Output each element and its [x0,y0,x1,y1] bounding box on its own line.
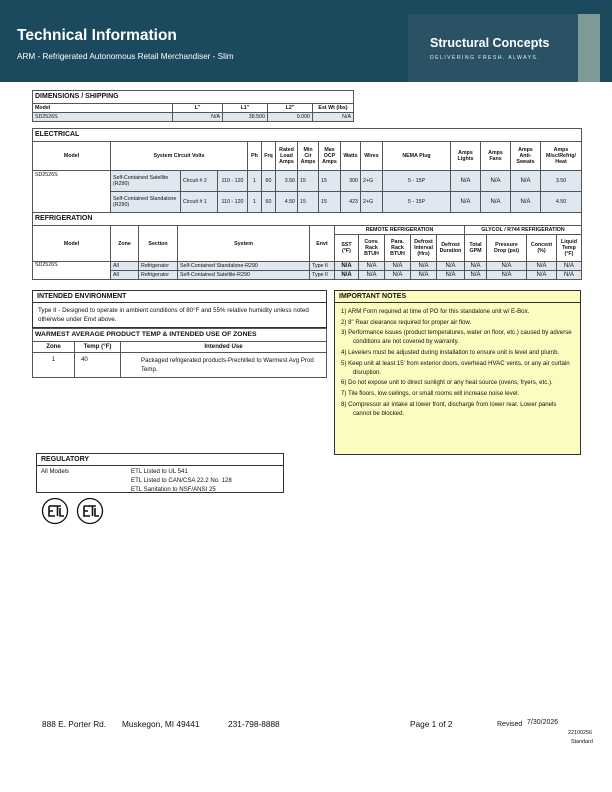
elec-header-misc: Amps Misc/Refrig/ Heat [541,142,582,171]
elec-volts: 110 - 120 [218,192,248,213]
elec-system-refrigerant: (R290) [113,202,130,209]
elec-anti: N/A [511,192,541,213]
elec-lights: N/A [451,192,481,213]
elec-header-lights: Amps Lights [451,142,481,171]
refrigeration-table [32,212,582,280]
table-row [33,171,582,192]
etl-listed-icon [40,497,70,525]
ref-defrost-duration: N/A [437,271,465,280]
environment-text: Type II - Designed to operate in ambient conditions of 80°F and 55% relative humidity unless noted otherwise under Envt above. [38,307,309,324]
ref-system: Self-Contained Standalone-R290 [178,262,310,271]
ref-header-model: Model [33,226,111,262]
ref-header-conv: Conv. Rack BTUH [359,235,385,262]
ref-system: Self-Contained Satellite-R290 [178,271,310,280]
elec-header-circuit: System Circuit Volts [111,142,248,171]
elec-system-name: Self-Contained Satellite [113,174,169,181]
ref-defrost-interval: N/A [411,271,437,280]
table-row [33,271,582,280]
ref-header-gpm: Total GPM [465,235,487,262]
important-notes-box [334,290,581,455]
dim-l2: 0.000 [268,113,313,122]
elec-mocp: 15 [319,192,341,213]
list-item: 3) Performance issues (product temperatures, water on floor, etc.) caused by adverse conditions are not covered by warranty. [341,329,572,346]
ref-section: Refrigerator [139,262,178,271]
elec-mocp: 15 [319,171,341,192]
zones-header-zone: Zone [33,341,75,352]
elec-circuit: Circuit # 1 [181,192,218,213]
ref-model: SD2526S [33,262,111,280]
ref-pressure: N/A [487,271,527,280]
footer-city: Muskegon, MI 49441 [122,719,200,729]
ref-header-defrost-duration: Defrost Duration [437,235,465,262]
elec-misc: 4.50 [541,192,582,213]
regulatory-title: REGULATORY [37,454,283,466]
elec-lights: N/A [451,171,481,192]
list-item: 2) 8" Rear clearance required for proper air flow. [341,318,472,326]
brand-accent-bar [578,14,600,82]
ref-header-zone: Zone [111,226,139,262]
elec-header-anti: Amps Anti-Sweats [511,142,541,171]
ref-para: N/A [385,262,411,271]
brand-logo [408,14,578,82]
footer-address: 888 E. Porter Rd. [42,719,107,729]
footer-doc-code: 22100256 [568,730,592,736]
ref-header-defrost-interval: Defrost Interval (Hrs) [411,235,437,262]
ref-sst: N/A [335,271,359,280]
zone-temp: 40 [75,352,121,377]
dim-header-weight: Est Wt (lbs) [313,104,354,113]
ref-header-sst: SST (°F) [335,235,359,262]
table-row [33,352,327,377]
elec-anti: N/A [511,171,541,192]
ref-concent: N/A [527,271,557,280]
electrical-title: ELECTRICAL [33,129,582,142]
footer-revised-date: 7/30/2026 [527,719,559,726]
elec-rla: 4.50 [276,192,298,213]
elec-model: SD2526S [33,171,111,213]
elec-header-fans: Amps Fans [481,142,511,171]
elec-nema: 5 - 15P [383,171,451,192]
footer-phone: 231-798-8888 [228,719,280,729]
zones-title: WARMEST AVERAGE PRODUCT TEMP & INTENDED USE OF ZONES [33,329,327,342]
elec-mca: 15 [298,171,319,192]
elec-circuit: Circuit # 2 [181,171,218,192]
ref-header-concent: Concent (%) [527,235,557,262]
regulatory-list [131,468,232,494]
electrical-table [32,128,582,213]
ref-liquid: N/A [557,262,582,271]
elec-system [111,171,181,192]
dim-header-model: Model [33,104,173,113]
elec-wires: 2+G [361,192,383,213]
ref-header-liquid: Liquid Temp (°F) [557,235,582,262]
notes-title: IMPORTANT NOTES [335,291,580,303]
intended-environment-box [32,290,327,328]
etl-sanitation-icon [75,497,105,525]
elec-misc: 3.50 [541,171,582,192]
ref-group-remote: REMOTE REFRIGERATION [335,226,465,235]
dim-header-l: L" [173,104,223,113]
table-row [33,192,582,213]
ref-envt: Type II [310,262,335,271]
page-subtitle: ARM - Refrigerated Autonomous Retail Merchandiser - Slim [17,52,234,61]
elec-header-frq: Frq [262,142,276,171]
ref-conv: N/A [359,271,385,280]
elec-header-rla: Rated Load Amps [276,142,298,171]
elec-system [111,192,181,213]
elec-frq: 60 [262,171,276,192]
elec-fans: N/A [481,192,511,213]
ref-group-glycol: GLYCOL / R744 REFRIGERATION [465,226,582,235]
ref-envt: Type II [310,271,335,280]
notes-list [335,303,580,418]
ref-defrost-duration: N/A [437,262,465,271]
list-item: 6) Do not expose unit to direct sunlight or any heat source (ovens, fryers, etc.). [341,379,553,387]
zones-header-use: Intended Use [121,341,327,352]
ref-concent: N/A [527,262,557,271]
elec-header-mocp: Max OCP Amps [319,142,341,171]
dim-header-l1: L1" [223,104,268,113]
elec-header-wires: Wires [361,142,383,171]
elec-system-name: Self-Contained Standalone [113,195,177,202]
elec-mca: 15 [298,192,319,213]
elec-ph: 1 [248,171,262,192]
regulatory-label: All Models [41,468,70,475]
ref-para: N/A [385,271,411,280]
dim-header-l2: L2" [268,104,313,113]
zones-header-temp: Temp (°F) [75,341,121,352]
list-item: 7) Tile floors, low ceilings, or small rooms will increase noise level. [341,390,520,398]
elec-header-model: Model [33,142,111,171]
dimensions-title: DIMENSIONS / SHIPPING [33,91,354,104]
dim-model: SD2526S [33,113,173,122]
elec-watts: 300 [341,171,361,192]
elec-header-watts: Watts [341,142,361,171]
list-item: 5) Keep unit at least 15' from exterior doors, overhead HVAC vents, or any air curtain disruption. [341,359,570,376]
ref-header-pressure: Pressure Drop (psi) [487,235,527,262]
ref-sst: N/A [335,262,359,271]
footer-doc-type: Standard [571,739,593,745]
dim-l: N/A [173,113,223,122]
elec-nema: 5 - 15P [383,192,451,213]
list-item: 1) ARM Form required at time of PO for this standalone unit w/ E-Box. [341,308,530,315]
ref-header-para: Para. Rack BTUH [385,235,411,262]
elec-header-mca: Min Cir Amps [298,142,319,171]
elec-rla: 3.50 [276,171,298,192]
footer-revised-label: Revised [497,721,523,728]
ref-section: Refrigerator [139,271,178,280]
ref-zone: All [111,271,139,280]
ref-header-envt: Envt [310,226,335,262]
environment-title: INTENDED ENVIRONMENT [33,291,326,303]
zones-table [32,328,327,378]
zone-number: 1 [33,352,75,377]
page-title: Technical Information [17,27,177,44]
elec-ph: 1 [248,192,262,213]
footer-page-number: Page 1 of 2 [410,719,453,729]
elec-system-refrigerant: (R290) [113,181,130,188]
elec-watts: 423 [341,192,361,213]
brand-name: Structural Concepts [430,36,550,50]
ref-header-section: Section [139,226,178,262]
regulatory-box [36,453,284,493]
brand-tagline: DELIVERING FRESH. ALWAYS. [430,55,541,61]
regulatory-row [37,466,283,496]
list-item: ETL Sanitation to NSF/ANSI 25 [131,485,216,493]
elec-frq: 60 [262,192,276,213]
ref-gpm: N/A [465,262,487,271]
elec-header-nema: NEMA Plug [383,142,451,171]
elec-fans: N/A [481,171,511,192]
dim-l1: 38.500 [223,113,268,122]
elec-volts: 110 - 120 [218,171,248,192]
list-item: 4) Levelers must be adjusted during installation to ensure unit is level and plumb. [341,349,560,357]
list-item: 8) Compressor air intake at lower front, discharge from lower rear. Lower panels cannot be blocked. [341,400,557,417]
refrigeration-title: REFRIGERATION [33,213,582,226]
dim-weight: N/A [313,113,354,122]
elec-wires: 2+G [361,171,383,192]
table-row [33,262,582,271]
list-item: ETL Listed to CAN/CSA 22.2 No. 128 [131,476,232,484]
elec-header-ph: Ph [248,142,262,171]
dimensions-table [32,90,354,122]
ref-conv: N/A [359,262,385,271]
zone-intended-use: Packaged refrigerated products-Prechilled to Warmest Avg Prod Temp. [121,352,327,377]
ref-header-system: System [178,226,310,262]
ref-pressure: N/A [487,262,527,271]
ref-liquid: N/A [557,271,582,280]
ref-zone: All [111,262,139,271]
list-item: ETL Listed to UL 541 [131,468,188,475]
ref-gpm: N/A [465,271,487,280]
ref-defrost-interval: N/A [411,262,437,271]
